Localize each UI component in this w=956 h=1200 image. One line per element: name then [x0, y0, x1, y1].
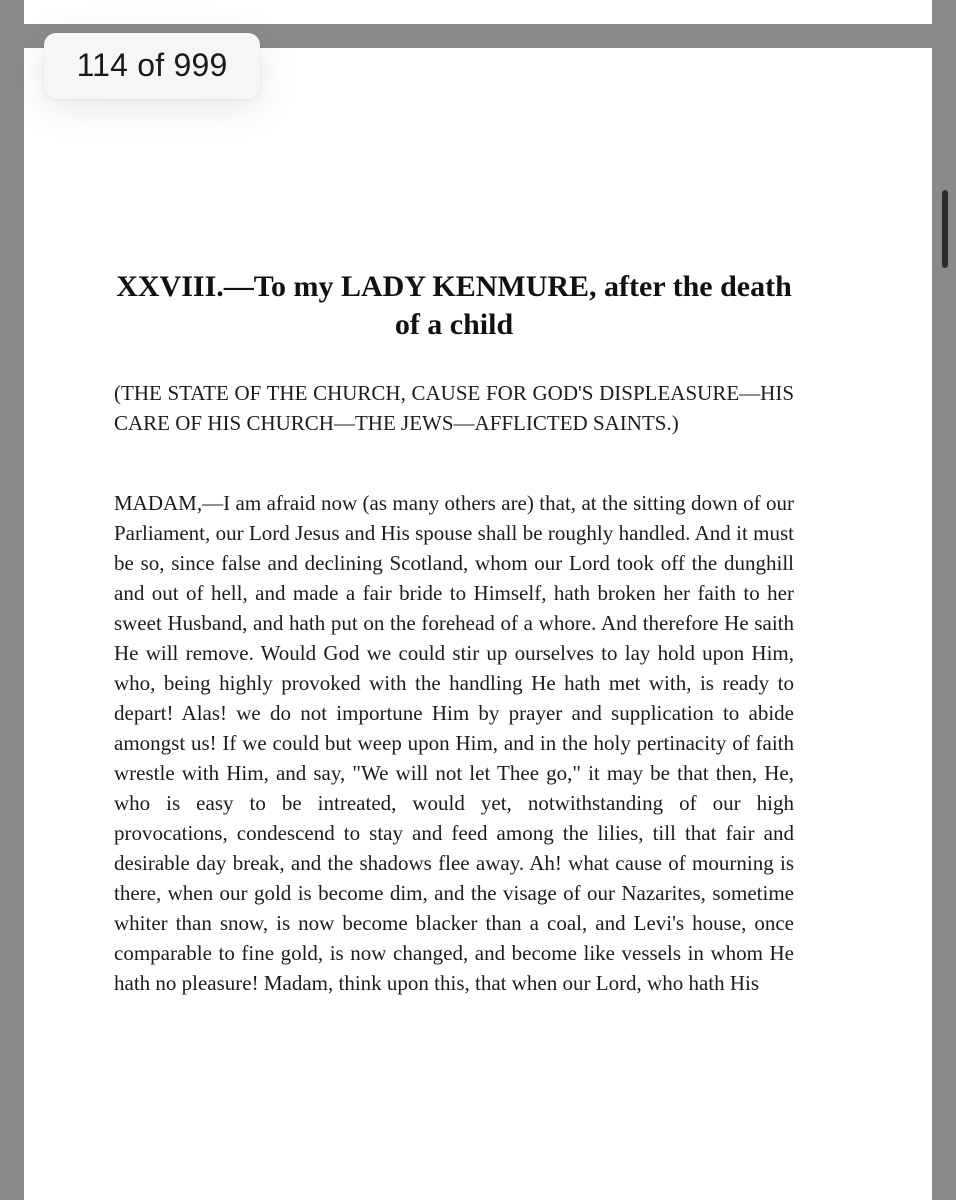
letter-summary: (THE STATE OF THE CHURCH, CAUSE FOR GOD'S DISPLEASURE—HIS CARE OF HIS CHURCH—THE JEWS—AFFLICTED SAINTS.) [114, 381, 794, 435]
page-counter-badge: 114 of 999 [44, 33, 260, 99]
previous-page-edge[interactable] [24, 0, 932, 24]
letter-title: XXVIII.—To my LADY KENMURE, after the death of a child [116, 270, 792, 341]
letter-body: MADAM,—I am afraid now (as many others are) that, at the sitting down of our Parliament, our Lord Jesus and His spouse shall be roughly handled. And it must be so, since false and declining Scotland, whom our Lord took off the dunghill and out of hell, and made a fair bride to Himself, hath broken her faith to her sweet Husband, and hath put on the forehead of a whore. And therefore He saith He will remove. Would God we could stir up ourselves to lay hold upon Him, who, being highly provoked with the handling He hath met with, is ready to depart! Alas! we do not importune Him by prayer and supplication to abide amongst us! If we could but weep upon Him, and in the holy pertinacity of faith wrestle with Him, and say, "We will not let Thee go," it may be that then, He, who is easy to be intreated, would yet, notwithstanding of our high provocations, condescend to stay and feed among the lilies, till that fair and desirable day break, and the shadows flee away. Ah! what cause of mourning is there, when our gold is become dim, and the visage of our Nazarites, sometime whiter than snow, is now become blacker than a coal, and Levi's house, once comparable to fine gold, is now changed, and become like vessels in whom He hath no pleasure! Madam, think upon this, that when our Lord, who hath His [114, 491, 794, 995]
scrollbar-thumb[interactable] [942, 190, 948, 268]
